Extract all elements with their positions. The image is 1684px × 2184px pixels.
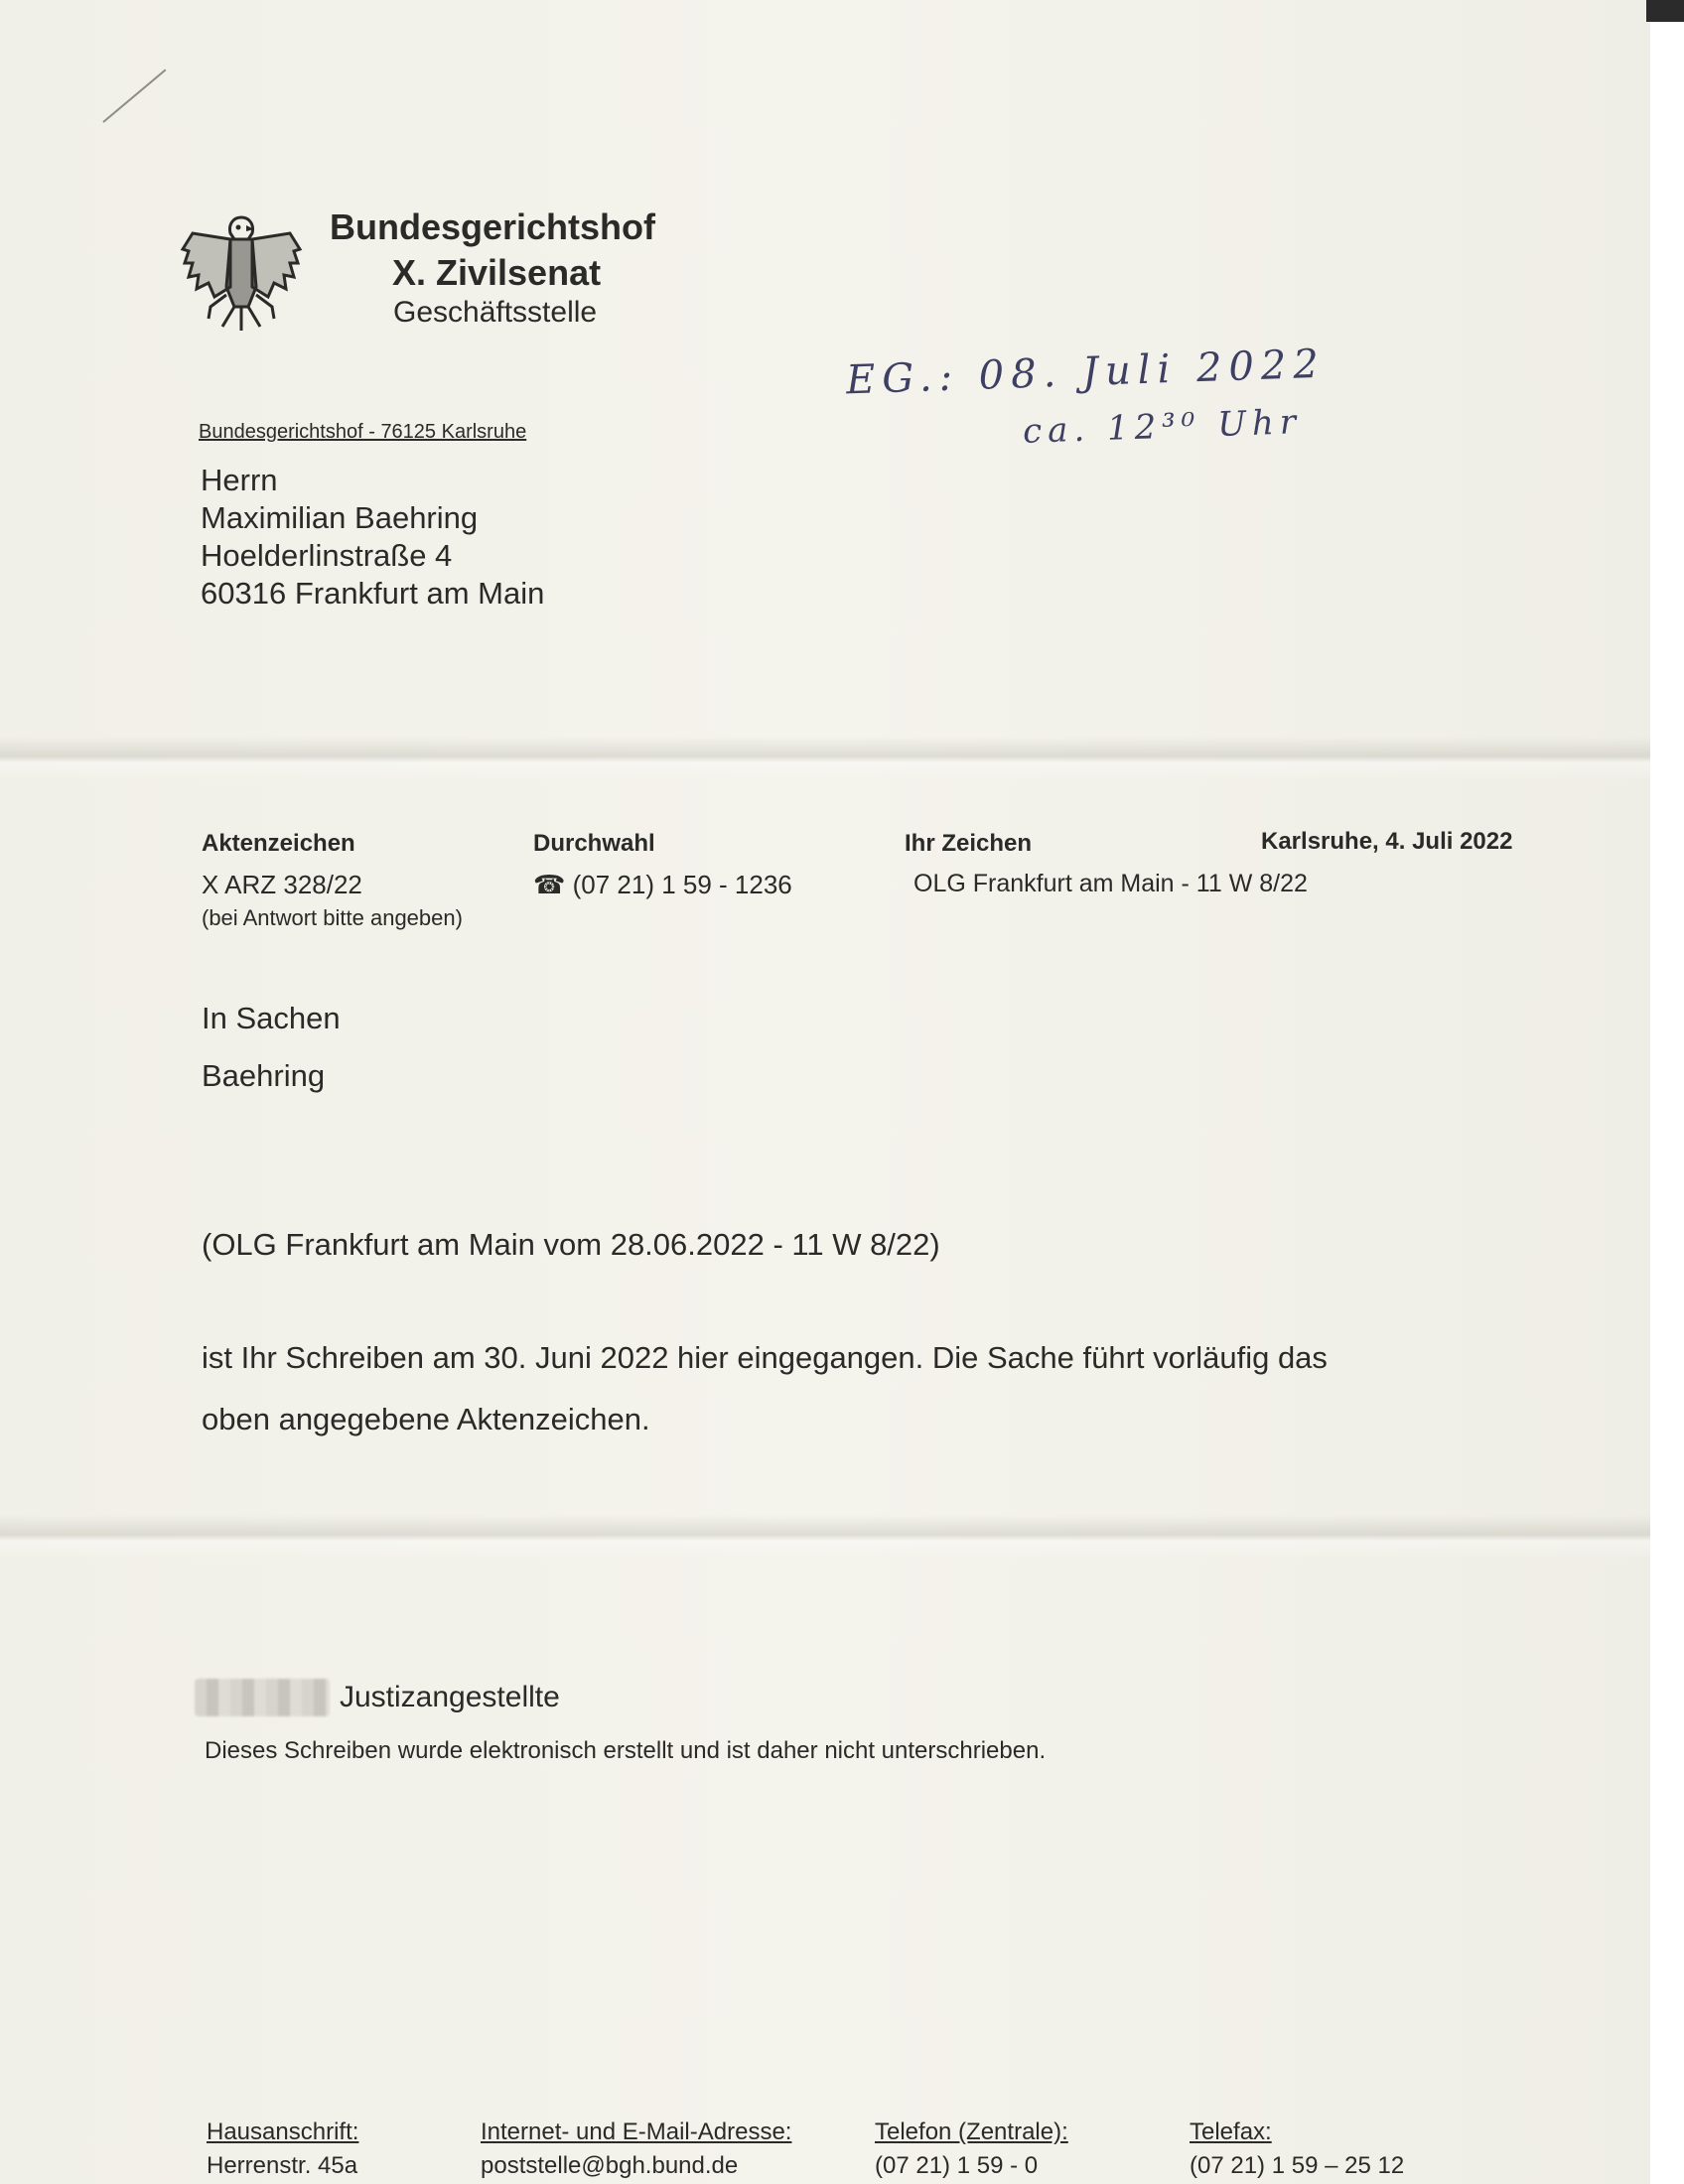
durchwahl-value: ☎ (07 21) 1 59 - 1236 xyxy=(533,870,792,899)
signature-title: Justizangestellte xyxy=(340,1681,560,1713)
recipient-city: 60316 Frankfurt am Main xyxy=(201,576,545,611)
in-sachen: In Sachen xyxy=(202,1001,341,1035)
handwritten-receipt-date: EG.: 08. Juli 2022 xyxy=(845,341,1327,404)
scan-corner xyxy=(1646,0,1684,22)
footer-address-label: Hausanschrift: xyxy=(207,2118,359,2145)
ihr-zeichen-label: Ihr Zeichen xyxy=(905,830,1033,857)
handwritten-receipt-time: ca. 12³⁰ Uhr xyxy=(1022,402,1303,452)
footer-fax: (07 21) 1 59 – 25 12 xyxy=(1190,2152,1405,2179)
office-name: Geschäftsstelle xyxy=(393,296,598,329)
federal-eagle-logo xyxy=(175,204,308,337)
redacted-name xyxy=(195,1679,330,1716)
court-reference: (OLG Frankfurt am Main vom 28.06.2022 - 11 W 8/22) xyxy=(202,1227,940,1262)
footer-phone: (07 21) 1 59 - 0 xyxy=(875,2152,1039,2179)
page-edge xyxy=(1650,0,1684,2184)
recipient-street: Hoelderlinstraße 4 xyxy=(201,538,453,573)
letter-date: Karlsruhe, 4. Juli 2022 xyxy=(1261,828,1513,855)
aktenzeichen-note: (bei Antwort bitte angeben) xyxy=(202,905,463,930)
ihr-zeichen-value: OLG Frankfurt am Main - 11 W 8/22 xyxy=(913,870,1308,897)
footer-email: poststelle@bgh.bund.de xyxy=(481,2152,739,2179)
footer-fax-label: Telefax: xyxy=(1190,2118,1272,2145)
body-paragraph-line-1: ist Ihr Schreiben am 30. Juni 2022 hier eingegangen. Die Sache führt vorläufig das xyxy=(202,1340,1328,1375)
footer-internet-label: Internet- und E-Mail-Adresse: xyxy=(481,2118,792,2145)
electronic-note: Dieses Schreiben wurde elektronisch erstellt und ist daher nicht unterschrieben. xyxy=(205,1737,1047,1764)
footer-phone-label: Telefon (Zentrale): xyxy=(875,2118,1068,2145)
aktenzeichen-value: X ARZ 328/22 xyxy=(202,870,362,899)
durchwahl-label: Durchwahl xyxy=(533,830,655,857)
party-name: Baehring xyxy=(202,1058,326,1093)
paper-fold xyxy=(0,737,1650,780)
footer-address: Herrenstr. 45a xyxy=(207,2152,358,2179)
body-paragraph-line-2: oben angegebene Aktenzeichen. xyxy=(202,1402,650,1436)
paper-fold xyxy=(0,1515,1650,1559)
recipient-name: Maximilian Baehring xyxy=(201,500,479,535)
court-name: Bundesgerichtshof xyxy=(330,206,656,247)
recipient-salutation: Herrn xyxy=(201,463,278,497)
aktenzeichen-label: Aktenzeichen xyxy=(202,830,355,857)
sender-line: Bundesgerichtshof - 76125 Karlsruhe xyxy=(199,421,527,443)
senate-name: X. Zivilsenat xyxy=(392,252,602,293)
